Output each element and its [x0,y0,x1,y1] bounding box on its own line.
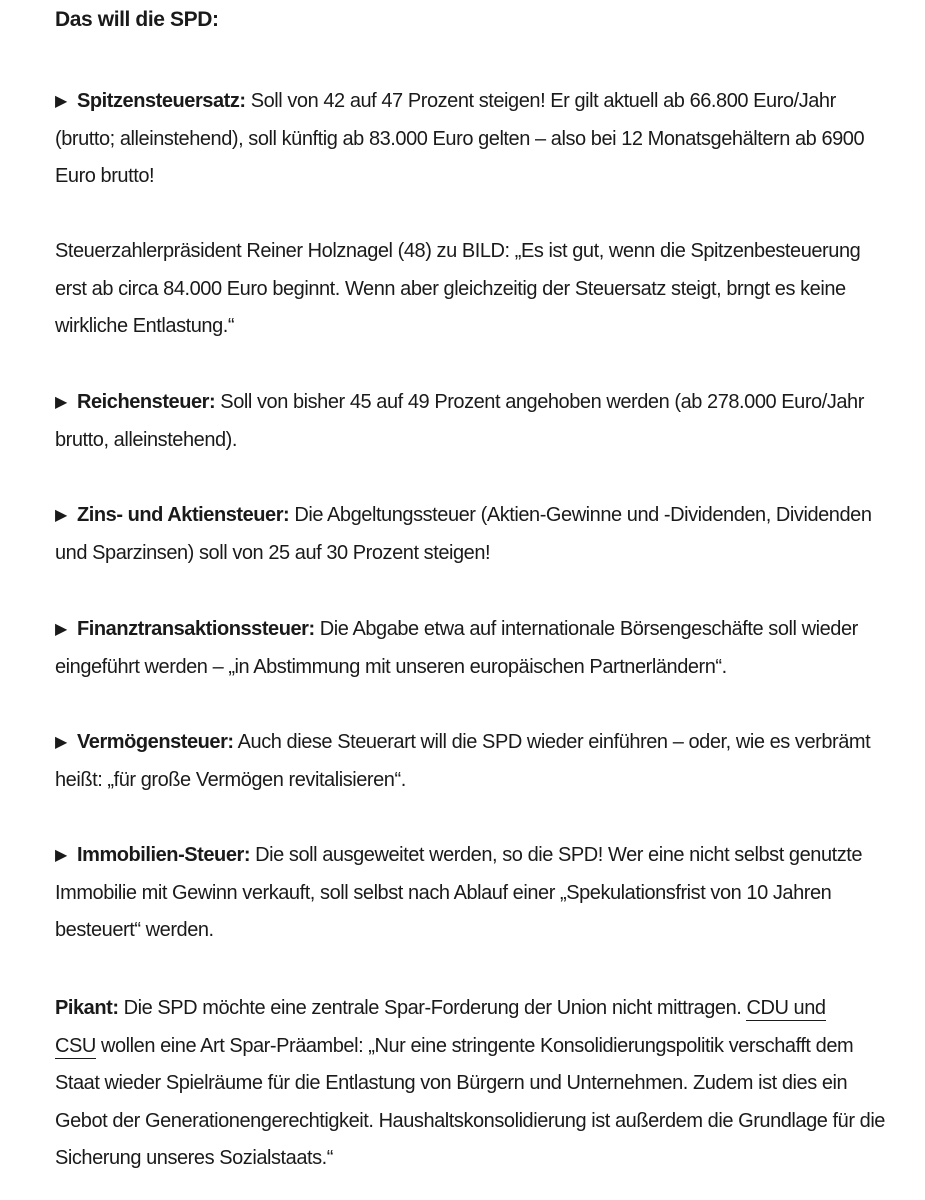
pikant-title: Pikant: [55,997,119,1019]
pikant-text-before: Die SPD möchte eine zentrale Spar-Forderung der Union nicht mittragen. [118,997,747,1019]
triangle-bullet-icon: ▶ [55,621,67,638]
csu-link[interactable]: CSU [55,1034,96,1057]
item-text: Die Abgabe etwa auf internationale Börsengeschäfte soll wieder eingeführt werden – „in Abstimmung mit unseren europäischen Partnerländern“. [55,618,858,678]
triangle-bullet-icon: ▶ [55,507,67,524]
item-text: Auch diese Steuerart will die SPD wieder einführen – oder, wie es verbrämt heißt: „für große Vermögen revitalisieren“. [55,731,871,791]
triangle-bullet-icon: ▶ [55,847,67,864]
paragraph-spitzensteuersatz [55,83,885,196]
item-text: Die soll ausgeweitet werden, so die SPD! Wer eine nicht selbst genutzte Immobilie mit Gewinn verkauft, soll selbst nach Ablauf einer „Spekulationsfrist von 10 Jahren besteuert“ werden. [55,844,863,941]
item-text: Soll von bisher 45 auf 49 Prozent angehoben werden (ab 278.000 Euro/Jahr brutto, alleinstehend). [55,391,864,451]
paragraph-finanztransaktionssteuer [55,611,885,686]
triangle-bullet-icon: ▶ [55,93,67,110]
item-text: Steuerzahlerpräsident Reiner Holznagel (48) zu BILD: „Es ist gut, wenn die Spitzenbesteuerung erst ab circa 84.000 Euro beginnt. Wenn aber gleichzeitig der Steuersatz steigt, brngt es keine wirkliche Entlastung.“ [55,240,861,337]
paragraph-vermoegensteuer [55,724,885,799]
item-text: Die Abgeltungssteuer (Aktien-Gewinne und -Dividenden, Dividenden und Sparzinsen) soll von 25 auf 30 Prozent steigen! [55,504,872,564]
triangle-bullet-icon: ▶ [55,394,67,411]
paragraph-pikant [55,990,885,1178]
item-title: Vermögensteuer: [77,731,234,753]
triangle-bullet-icon: ▶ [55,734,67,751]
article-heading: Das will die SPD: [55,8,219,31]
pikant-text-after: wollen eine Art Spar-Präambel: „Nur eine stringente Konsolidierungspolitik verschafft dem Staat wieder Spielräume für die Entlastung von Bürgern und Unternehmen. Zudem ist dies ein Gebot der Generationengerechtigkeit. Haushaltskonsolidierung ist außerdem die Grundlage für die Sicherung unseres Sozialstaats.“ [55,1034,885,1169]
item-title: Spitzensteuersatz: [77,90,246,112]
paragraph-reichensteuer [55,384,885,459]
item-title: Reichensteuer: [77,391,216,413]
item-title: Immobilien-Steuer: [77,844,251,866]
item-title: Finanztransaktionssteuer: [77,618,315,640]
paragraph-zins-aktiensteuer [55,497,885,572]
item-text: Soll von 42 auf 47 Prozent steigen! Er gilt aktuell ab 66.800 Euro/Jahr (brutto; alleinstehend), soll künftig ab 83.000 Euro gelten – also bei 12 Monatsgehältern ab 6900 Euro brutto! [55,90,865,187]
paragraph-immobilien-steuer [55,837,885,950]
cdu-link[interactable]: CDU und [746,997,826,1019]
item-title: Zins- und Aktiensteuer: [77,504,290,526]
paragraph-holznagel-quote [55,233,885,346]
